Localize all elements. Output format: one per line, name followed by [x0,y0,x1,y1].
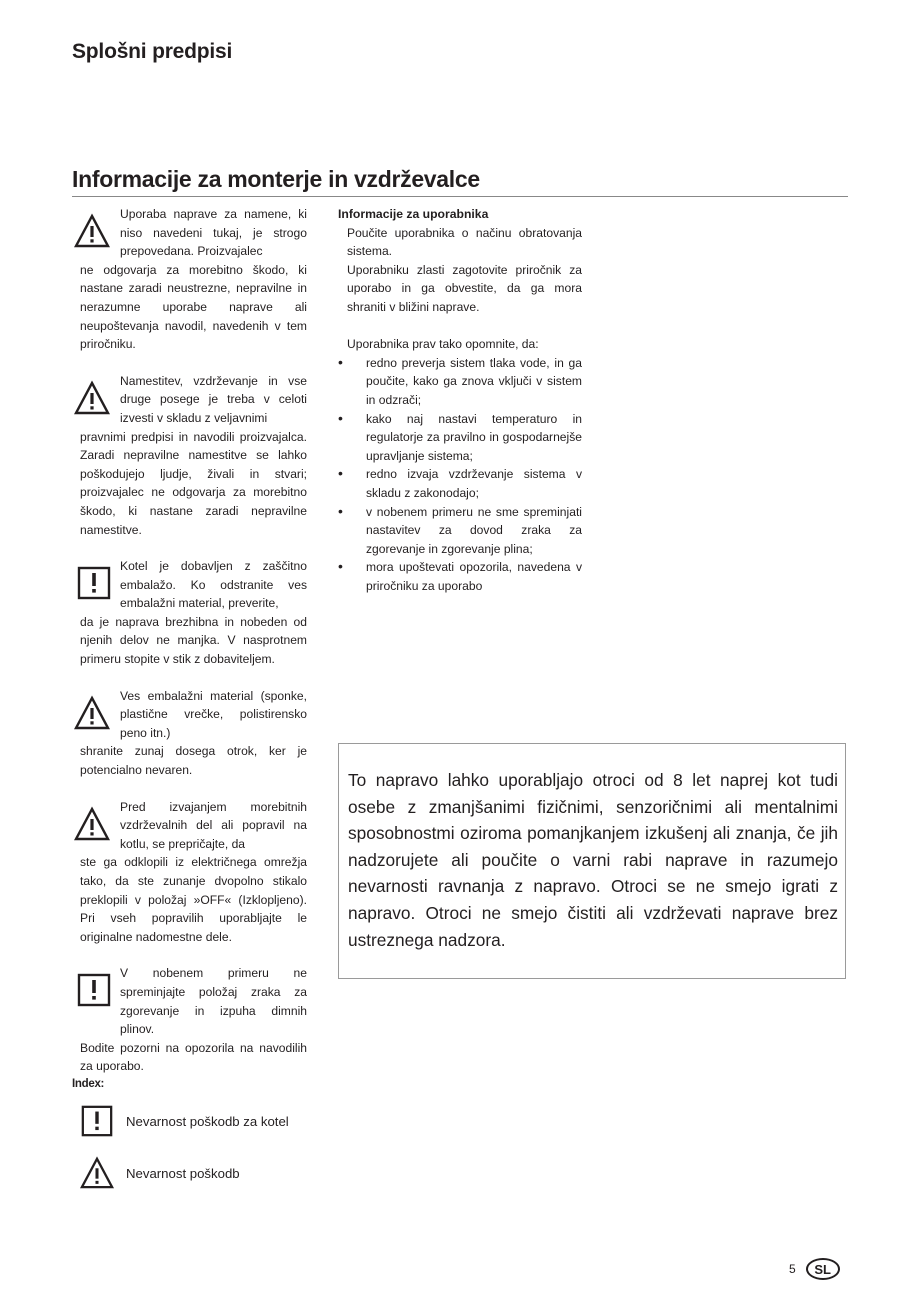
page-title: Splošni predpisi [72,40,233,63]
warning-triangle-icon [74,213,110,249]
notice-head: V nobenem primeru ne spreminjajte položaj zraka za zgorevanje in izpuha dimnih plinov. [120,966,307,1037]
warning-triangle-icon [74,380,110,416]
notice-body: Bodite pozorni na opozorila na navodilih za uporabo. [80,1040,307,1074]
user-info-paragraph: Uporabnika prav tako opomnite, da: [347,337,539,352]
list-item: • kako naj nastavi temperaturo in regulatorje za pravilno in gospodarnejše upravljanje sistema; [338,410,582,466]
index-item-injury [80,1156,240,1190]
user-info-paragraph: Poučite uporabnika o načinu obratovanja sistema. [347,225,582,259]
page-footer [789,1258,840,1280]
notice-installation [80,372,307,539]
notice-combustion-air [80,964,307,1076]
section-divider [72,196,848,197]
exclamation-box-icon [76,565,112,601]
warning-triangle-icon [74,695,110,731]
list-item: • v nobenem primeru ne sme spreminjati nastavitev za dovod zraka za zgorevanje in zgorevanje plina; [338,503,582,559]
installer-notices [80,205,307,1094]
notice-body: pravnimi predpisi in navodili proizvajalca. Zaradi nepravilne namestitve se lahko poškodujejo ljudje, živali in stvari; proizvajalec ne odgovarja za morebitno škodo, ki nastane zaradi nepravilne namestitve. [80,429,307,537]
index-item-boiler-damage [80,1104,289,1138]
notice-head: Ves embalažni material (sponke, plastične vrečke, polistirensko peno itn.) [120,688,307,740]
list-item: • mora upoštevati opozorila, navedena v priročniku za uporabo [338,558,582,595]
notice-usage [80,205,307,354]
list-item: • redno izvaja vzdrževanje sistema v skladu z zakonodajo; [338,465,582,502]
user-info-paragraph: Uporabniku zlasti zagotovite priročnik za uporabo in ga obvestite, da ga mora shraniti v bližini naprave. [347,262,582,314]
notice-maintenance [80,798,307,947]
child-safety-text: To napravo lahko uporabljajo otroci od 8 let naprej kot tudi osebe z zmanjšanimi fizičnimi, senzoričnimi ali mentalnimi sposobnostmi oziroma pomanjkanjem izkušenj ali znanja, če jih nadzorujete ali poučite o varni rabi naprave in razumejo nevarnosti ravnanja z napravo. Otroci se ne smejo igrati z napravo. Otroci ne smejo čistiti ali vzdrževati naprave brez ustreznega nadzora. [348,770,838,950]
warning-triangle-icon [80,1156,114,1190]
notice-body: ne odgovarja za morebitno škodo, ki nastane zaradi neustrezne, nepravilne in nerazumne uporabe naprave ali neupoštevanja navodil, navedenih v tem priročniku. [80,262,307,352]
notice-packaging [80,557,307,669]
notice-head: Pred izvajanjem morebitnih vzdrževalnih del ali popravil na kotlu, se prepričajte, da [120,799,307,851]
index-label: Index: [72,1078,105,1090]
notice-body: da je naprava brezhibna in nobeden od njenih delov ne manjka. V nasprotnem primeru stopite v stik z dobaviteljem. [80,614,307,667]
index-item-label: Nevarnost poškodb [126,1165,240,1181]
exclamation-box-icon [76,972,112,1008]
notice-body: ste ga odklopili iz električnega omrežja tako, da ste zunanje dvopolno stikalo preklopili v položaj »OFF« (Izklopljeno). Pri vseh popravilih uporabljajte le originalne nadomestne dele. [80,855,307,944]
warning-triangle-icon [74,806,110,842]
exclamation-box-icon [80,1104,114,1138]
child-safety-notice-box [338,743,846,979]
notice-body: shranite zunaj dosega otrok, ker je potencialno nevaren. [80,744,307,778]
list-item: • redno preverja sistem tlaka vode, in ga poučite, kako ga znova vključi v sistem in odzrači; [338,354,582,410]
index-item-label: Nevarnost poškodb za kotel [126,1113,289,1129]
user-info-title: Informacije za uporabnika [338,207,489,221]
user-info-section [338,205,582,595]
user-reminder-list [338,354,582,596]
language-badge: SL [806,1258,840,1280]
page-number: 5 [789,1262,796,1276]
notice-head: Namestitev, vzdrževanje in vse druge posege je treba v celoti izvesti v skladu z veljavnimi [120,373,307,425]
notice-head: Uporaba naprave za namene, ki niso navedeni tukaj, je strogo prepovedana. Proizvajalec [120,207,307,259]
notice-head: Kotel je dobavljen z zaščitno embalažo. Ko odstranite ves embalažni material, preverite, [120,559,307,611]
section-title: Informacije za monterje in vzdrževalce [72,166,480,192]
notice-packaging-children [80,687,307,780]
